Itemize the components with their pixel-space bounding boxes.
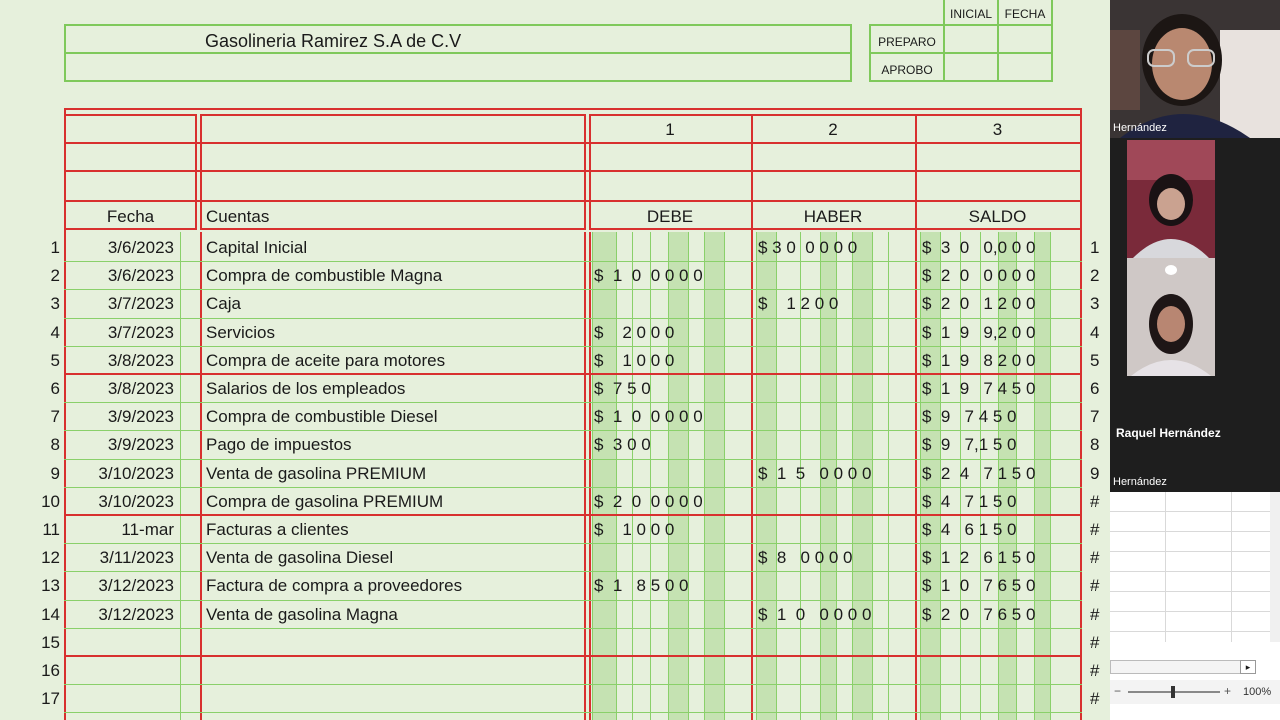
digit-column-line xyxy=(724,232,725,720)
row-number[interactable]: 17 xyxy=(41,689,60,708)
account-cell[interactable]: Compra de combustible Magna xyxy=(206,266,443,285)
grid-cell[interactable] xyxy=(1110,572,1166,592)
haber-cell[interactable]: $ 8 0 0 0 0 xyxy=(758,548,853,567)
date-cell[interactable]: 3/10/2023 xyxy=(98,492,174,511)
digit-column-line xyxy=(920,232,921,720)
debe-cell[interactable]: $ 1 0 0 0 0 0 xyxy=(594,266,703,285)
right-row-marker: # xyxy=(1090,661,1100,680)
debe-cell[interactable]: $ 1 0 0 0 0 0 xyxy=(594,407,703,426)
account-cell[interactable]: Factura de compra a proveedores xyxy=(206,576,463,595)
row-number[interactable]: 11 xyxy=(42,520,60,539)
column-divider xyxy=(584,232,586,720)
right-row-marker: 1 xyxy=(1090,238,1100,257)
row-number[interactable]: 16 xyxy=(41,661,60,680)
row-number[interactable]: 7 xyxy=(50,407,60,426)
date-cell[interactable]: 11-mar xyxy=(121,520,174,539)
row-group-line xyxy=(64,514,1082,516)
video-call-panel xyxy=(1110,0,1280,720)
right-row-marker: 2 xyxy=(1090,266,1100,285)
grid-cell[interactable] xyxy=(1232,632,1270,642)
account-cell[interactable]: Salarios de los empleados xyxy=(206,379,406,398)
right-row-marker: # xyxy=(1090,605,1100,624)
grid-cell[interactable] xyxy=(1232,492,1270,512)
inicial-header: INICIAL xyxy=(949,7,992,21)
debe-cell[interactable]: $ 2 0 0 0 xyxy=(594,323,675,342)
zoom-out-button[interactable]: − xyxy=(1114,684,1122,698)
debe-cell[interactable]: $ 3 0 0 xyxy=(594,435,651,454)
account-cell[interactable]: Venta de gasolina Magna xyxy=(206,605,398,624)
grid-cell[interactable] xyxy=(1110,512,1166,532)
column-3-number: 3 xyxy=(992,120,1003,139)
digit-column-line xyxy=(872,232,873,720)
account-cell[interactable]: Caja xyxy=(206,294,241,313)
digit-column-line xyxy=(592,232,593,720)
row-line xyxy=(64,459,1082,460)
grid-cell[interactable] xyxy=(1110,552,1166,572)
participant-1-name: Hernández xyxy=(1113,122,1167,134)
date-cell[interactable]: 3/10/2023 xyxy=(98,464,174,483)
date-cell[interactable]: 3/9/2023 xyxy=(107,407,174,426)
row-group-line xyxy=(64,373,1082,375)
header-row-line xyxy=(64,200,1082,202)
account-cell[interactable]: Venta de gasolina PREMIUM xyxy=(206,464,427,483)
grid-cell[interactable] xyxy=(1110,492,1166,512)
haber-cell[interactable]: $ 1 2 0 0 xyxy=(758,294,839,313)
grid-cell[interactable] xyxy=(1166,592,1232,612)
date-cell[interactable]: 3/6/2023 xyxy=(107,266,174,285)
digit-column-line xyxy=(668,232,669,720)
saldo-cell[interactable]: $ 2 0 7 6 5 0 xyxy=(922,605,1036,624)
zoom-slider-thumb[interactable] xyxy=(1171,686,1175,698)
column-2-number: 2 xyxy=(828,120,838,139)
column-divider xyxy=(589,232,591,720)
column-divider xyxy=(200,232,202,720)
saldo-cell[interactable]: $ 1 9 9,2 0 0 xyxy=(922,323,1036,342)
row-line xyxy=(64,600,1082,601)
debe-cell[interactable]: $ 7 5 0 xyxy=(594,379,651,398)
row-number[interactable]: 2 xyxy=(50,266,60,285)
grid-cell[interactable] xyxy=(1110,592,1166,612)
right-row-marker: 5 xyxy=(1090,351,1100,370)
digit-column-line xyxy=(704,232,705,720)
saldo-column-header: SALDO xyxy=(968,207,1027,226)
right-row-marker: 9 xyxy=(1090,464,1100,483)
column-divider xyxy=(915,114,917,720)
right-row-marker: 8 xyxy=(1090,435,1100,454)
row-number[interactable]: 12 xyxy=(41,548,60,567)
saldo-cell[interactable]: $ 1 9 8 2 0 0 xyxy=(922,351,1036,370)
row-line xyxy=(64,318,1082,319)
saldo-cell[interactable]: $ 2 4 7 1 5 0 xyxy=(922,464,1036,483)
column-divider xyxy=(1080,114,1082,720)
row-line xyxy=(64,402,1082,403)
excel-grid-remnant xyxy=(1110,492,1270,642)
date-cell[interactable]: 3/8/2023 xyxy=(107,379,174,398)
fecha-header: FECHA xyxy=(1004,7,1046,21)
row-line xyxy=(64,628,1082,629)
debe-cell[interactable]: $ 1 0 0 0 xyxy=(594,351,675,370)
right-row-marker: # xyxy=(1090,548,1100,567)
digit-column-line xyxy=(888,232,889,720)
header-row-line xyxy=(64,170,1082,172)
row-line xyxy=(64,684,1082,685)
saldo-cell[interactable]: $ 1 0 7 6 5 0 xyxy=(922,576,1036,595)
row-number[interactable]: 9 xyxy=(50,464,60,483)
cuentas-column-header: Cuentas xyxy=(206,207,270,226)
digit-column-line xyxy=(616,232,617,720)
haber-column-header: HABER xyxy=(803,207,863,226)
row-line xyxy=(64,430,1082,431)
saldo-cell[interactable]: $ 9 7 4 5 0 xyxy=(922,407,1017,426)
date-cell[interactable]: 3/9/2023 xyxy=(107,435,174,454)
grid-cell[interactable] xyxy=(1166,492,1232,512)
right-row-marker: # xyxy=(1090,633,1100,652)
haber-cell[interactable]: $ 1 0 0 0 0 0 xyxy=(758,605,872,624)
row-line xyxy=(64,289,1082,290)
grid-cell[interactable] xyxy=(1232,512,1270,532)
debe-cell[interactable]: $ 2 0 0 0 0 0 xyxy=(594,492,703,511)
row-line xyxy=(64,261,1082,262)
zoom-in-button[interactable]: + xyxy=(1224,684,1232,698)
participant-3-name: Hernández xyxy=(1113,476,1167,488)
company-name: Gasolineria Ramirez S.A de C.V xyxy=(205,31,462,51)
subtitle-box[interactable] xyxy=(64,52,852,82)
column-1-number: 1 xyxy=(665,120,675,139)
row-line xyxy=(64,571,1082,572)
zoom-level[interactable]: 100% xyxy=(1243,686,1272,698)
column-divider xyxy=(751,114,753,720)
right-row-marker: # xyxy=(1090,492,1100,511)
grid-cell[interactable] xyxy=(1110,612,1166,632)
digit-column-line xyxy=(632,232,633,720)
grid-cell[interactable] xyxy=(1166,552,1232,572)
debe-cell[interactable]: $ 1 0 0 0 xyxy=(594,520,675,539)
row-number[interactable]: 6 xyxy=(50,379,60,398)
account-cell[interactable]: Compra de aceite para motores xyxy=(206,351,446,370)
row-number[interactable]: 10 xyxy=(41,492,60,511)
grid-cell[interactable] xyxy=(1166,612,1232,632)
row-number[interactable]: 8 xyxy=(50,435,60,454)
saldo-cell[interactable]: $ 2 0 0 0 0 0 xyxy=(922,266,1036,285)
row-line xyxy=(64,712,1082,713)
horizontal-scrollbar[interactable] xyxy=(1110,660,1250,674)
account-cell[interactable]: Servicios xyxy=(206,323,275,342)
debe-cell[interactable]: $ 1 8 5 0 0 xyxy=(594,576,689,595)
grid-cell[interactable] xyxy=(1110,632,1166,642)
right-row-marker: 6 xyxy=(1090,379,1100,398)
participant-video-1[interactable] xyxy=(1110,0,1280,138)
grid-cell[interactable] xyxy=(1110,532,1166,552)
saldo-cell[interactable]: $ 4 7 1 5 0 xyxy=(922,492,1017,511)
row-number[interactable]: 14 xyxy=(41,605,60,624)
debe-column-header: DEBE xyxy=(646,207,694,226)
account-cell[interactable]: Compra de combustible Diesel xyxy=(206,407,438,426)
participant-1-avatar xyxy=(1110,0,1280,138)
saldo-cell[interactable]: $ 3 0 0,0 0 0 xyxy=(922,238,1036,257)
row-group-line xyxy=(64,655,1082,657)
row-number[interactable]: 4 xyxy=(50,323,60,342)
digit-column-line xyxy=(650,232,651,720)
right-row-marker: # xyxy=(1090,576,1100,595)
date-cell[interactable]: 3/12/2023 xyxy=(98,605,174,624)
saldo-cell[interactable]: $ 2 0 1 2 0 0 xyxy=(922,294,1036,313)
scroll-right-button[interactable]: ▸ xyxy=(1240,660,1256,674)
grid-cell[interactable] xyxy=(1166,532,1232,552)
grid-cell[interactable] xyxy=(1166,632,1232,642)
grid-cell[interactable] xyxy=(1166,512,1232,532)
row-number[interactable]: 3 xyxy=(50,294,60,313)
haber-cell[interactable]: $ 1 5 0 0 0 0 xyxy=(758,464,872,483)
date-cell[interactable]: 3/7/2023 xyxy=(107,323,174,342)
digit-column-line xyxy=(688,232,689,720)
participant-3-avatar xyxy=(1127,258,1215,376)
grid-cell[interactable] xyxy=(1232,532,1270,552)
grid-cell[interactable] xyxy=(1232,592,1270,612)
right-row-marker: # xyxy=(1090,520,1100,539)
row-line xyxy=(64,487,1082,488)
account-cell[interactable]: Facturas a clientes xyxy=(206,520,349,539)
participant-video-3[interactable] xyxy=(1127,258,1215,376)
row-line xyxy=(64,543,1082,544)
account-cell[interactable]: Pago de impuestos xyxy=(206,435,352,454)
digit-column-line xyxy=(1050,232,1051,720)
date-cell[interactable]: 3/6/2023 xyxy=(107,238,174,257)
aprobo-label: APROBO xyxy=(881,63,933,77)
account-cell[interactable]: Capital Inicial xyxy=(206,238,308,257)
grid-cell[interactable] xyxy=(1232,552,1270,572)
saldo-cell[interactable]: $ 9 7,1 5 0 xyxy=(922,435,1017,454)
row-number[interactable]: 5 xyxy=(50,351,60,370)
header-row-line xyxy=(64,142,1082,144)
grid-cell[interactable] xyxy=(1166,572,1232,592)
participant-video-2[interactable] xyxy=(1127,140,1215,258)
participant-2-name: Raquel Hernández xyxy=(1116,426,1221,440)
date-cell[interactable]: 3/12/2023 xyxy=(98,576,174,595)
saldo-cell[interactable]: $ 4 6 1 5 0 xyxy=(922,520,1017,539)
row-line xyxy=(64,346,1082,347)
row-number[interactable]: 15 xyxy=(41,633,60,652)
row-number[interactable]: 13 xyxy=(41,576,60,595)
saldo-cell[interactable]: $ 1 2 6 1 5 0 xyxy=(922,548,1036,567)
right-row-marker: 7 xyxy=(1090,407,1100,426)
row-number[interactable]: 1 xyxy=(50,238,60,257)
account-cell[interactable]: Compra de gasolina PREMIUM xyxy=(206,492,444,511)
haber-cell[interactable]: $ 3 0 0 0 0 0 xyxy=(758,238,858,257)
participant-2-avatar xyxy=(1127,140,1215,258)
grid-cell[interactable] xyxy=(1232,612,1270,632)
date-cell[interactable]: 3/8/2023 xyxy=(107,351,174,370)
right-row-marker: 4 xyxy=(1090,323,1100,342)
account-cell[interactable]: Venta de gasolina Diesel xyxy=(206,548,394,567)
digit-column-line xyxy=(756,232,757,720)
date-cell[interactable]: 3/7/2023 xyxy=(107,294,174,313)
fecha-column-header: Fecha xyxy=(106,207,155,226)
saldo-cell[interactable]: $ 1 9 7 4 5 0 xyxy=(922,379,1036,398)
date-cell[interactable]: 3/11/2023 xyxy=(99,548,174,567)
right-row-marker: # xyxy=(1090,689,1100,708)
grid-cell[interactable] xyxy=(1232,572,1270,592)
fecha-inner-line xyxy=(180,232,181,720)
preparo-label: PREPARO xyxy=(878,35,936,49)
right-row-marker: 3 xyxy=(1090,294,1100,313)
